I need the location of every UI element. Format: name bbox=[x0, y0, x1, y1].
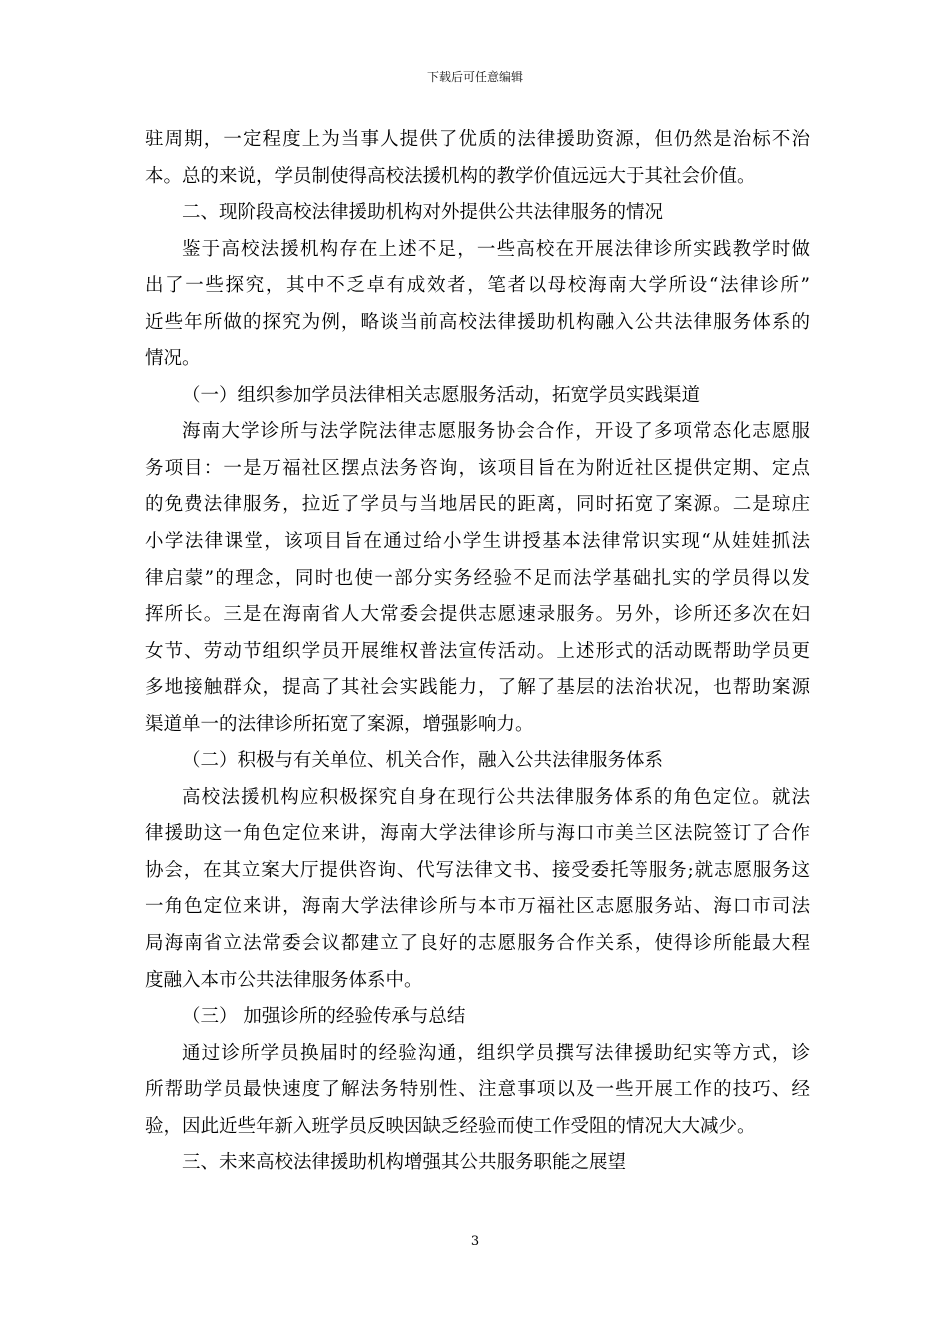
page-number: 3 bbox=[470, 1234, 480, 1249]
text-line: 验，因此近些年新入班学员反映因缺乏经验而使工作受阻的情况大大减少。 bbox=[145, 1115, 756, 1137]
text-line: 所帮助学员最快速度了解法务特别性、注意事项以及一些开展工作的技巧、经 bbox=[145, 1079, 810, 1101]
text-line: 女节、劳动节组织学员开展维权普法宣传活动。上述形式的活动既帮助学员更 bbox=[145, 640, 810, 662]
text-line: 度融入本市公共法律服务体系中。 bbox=[145, 969, 423, 991]
text-line: 渠道单一的法律诊所拓宽了案源，增强影响力。 bbox=[145, 713, 534, 735]
text-line: 一角色定位来讲，海南大学法律诊所与本市万福社区志愿服务站、海口市司法 bbox=[145, 896, 810, 918]
text-line: 情况。 bbox=[145, 348, 201, 370]
text-line: 二、现阶段高校法律援助机构对外提供公共法律服务的情况 bbox=[182, 202, 664, 224]
text-line: 律援助这一角色定位来讲，海南大学法律诊所与海口市美兰区法院签订了合作 bbox=[145, 823, 810, 845]
text-line: 海南大学诊所与法学院法律志愿服务协会合作，开设了多项常态化志愿服 bbox=[182, 421, 810, 443]
text-line: 三、未来高校法律援助机构增强其公共服务职能之展望 bbox=[182, 1152, 627, 1174]
text-line: 近些年所做的探究为例，略谈当前高校法律援助机构融入公共法律服务体系的 bbox=[145, 311, 810, 333]
text-line: 协会，在其立案大厅提供咨询、代写法律文书、接受委托等服务;就志愿服务这 bbox=[145, 859, 810, 881]
text-line: 鉴于高校法援机构存在上述不足，一些高校在开展法律诊所实践教学时做 bbox=[182, 238, 810, 260]
text-line: 挥所长。三是在海南省人大常委会提供志愿速录服务。另外，诊所还多次在妇 bbox=[145, 604, 810, 626]
text-line: 驻周期，一定程度上为当事人提供了优质的法律援助资源，但仍然是治标不治 bbox=[145, 129, 810, 150]
page-header: 下载后可任意编辑 bbox=[426, 70, 523, 84]
text-line: （三） 加强诊所的经验传承与总结 bbox=[182, 1006, 466, 1028]
text-line: （一）组织参加学员法律相关志愿服务活动，拓宽学员实践渠道 bbox=[182, 384, 701, 406]
text-line: 高校法援机构应积极探究自身在现行公共法律服务体系的角色定位。就法 bbox=[182, 786, 810, 808]
text-line: 律启蒙”的理念，同时也使一部分实务经验不足而法学基础扎实的学员得以发 bbox=[145, 567, 810, 589]
text-line: 本。总的来说，学员制使得高校法援机构的教学价值远远大于其社会价值。 bbox=[145, 165, 756, 187]
text-line: 局海南省立法常委会议都建立了良好的志愿服务合作关系，使得诊所能最大程 bbox=[145, 933, 810, 955]
text-line: 出了一些探究，其中不乏卓有成效者，笔者以母校海南大学所设“法律诊所” bbox=[145, 275, 810, 297]
text-line: 务项目：一是万福社区摆点法务咨询，该项目旨在为附近社区提供定期、定点 bbox=[145, 457, 810, 479]
text-line: （二）积极与有关单位、机关合作，融入公共法律服务体系 bbox=[182, 750, 664, 772]
text-line: 通过诊所学员换届时的经验沟通，组织学员撰写法律援助纪实等方式，诊 bbox=[182, 1042, 810, 1064]
document-body bbox=[145, 122, 810, 1182]
text-line: 多地接触群众，提高了其社会实践能力，了解了基层的法治状况，也帮助案源 bbox=[145, 677, 810, 699]
text-line: 的免费法律服务，拉近了学员与当地居民的距离，同时拓宽了案源。二是琼庄 bbox=[145, 494, 810, 516]
text-line: 小学法律课堂，该项目旨在通过给小学生讲授基本法律常识实现“从娃娃抓法 bbox=[145, 531, 810, 553]
